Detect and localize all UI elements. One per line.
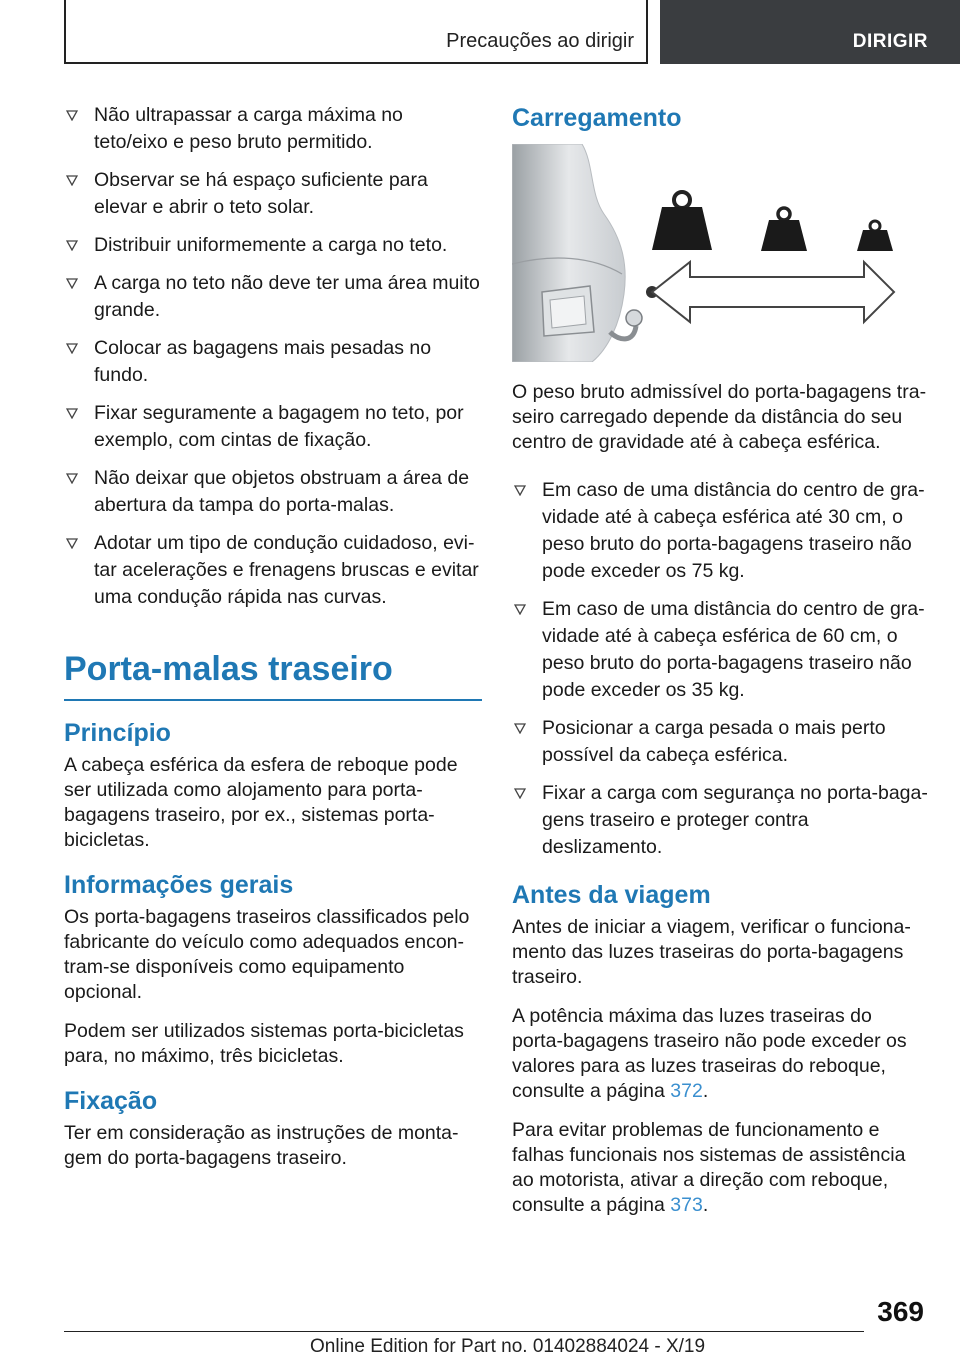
carregamento-paragraph: O peso bruto admissível do porta-bagagens traseiro carregado depende da distância do seu centro de gravidade até à cabeça esférica. — [512, 381, 927, 453]
antes-paragraph-2-text: A potência máxima das luzes traseiras do porta-bagagens traseiro não pode exceder os valores para as luzes traseiras do reboque, consulte a página — [512, 1005, 907, 1102]
load-rules-list — [512, 477, 928, 861]
list-item — [512, 596, 928, 704]
triangle-bullet-icon — [66, 530, 80, 557]
triangle-bullet-icon — [514, 780, 528, 807]
page-link-372[interactable]: 372 — [670, 1080, 703, 1102]
antes-paragraph-1: Antes de iniciar a viagem, verificar o funcionamento das luzes traseiras do porta-bagagens traseiro. — [512, 916, 911, 988]
list-item — [512, 780, 928, 861]
triangle-bullet-icon — [514, 596, 528, 623]
triangle-bullet-icon — [66, 270, 80, 297]
heading-divider — [64, 699, 482, 701]
precautions-list — [64, 102, 482, 611]
list-item — [64, 232, 482, 259]
list-item-text: Em caso de uma distância do centro de gravidade até à cabeça esférica até 30 cm, o peso bruto do porta-bagagens traseiro não pode exceder os 75 kg. — [542, 479, 925, 582]
list-item — [64, 530, 482, 611]
weight-medium-icon — [761, 208, 807, 251]
list-item — [512, 715, 928, 769]
fixacao-paragraph: Ter em consideração as instruções de montagem do porta-bagagens traseiro. — [64, 1122, 459, 1169]
left-column — [64, 102, 482, 1185]
list-item-text: Fixar seguramente a bagagem no teto, por exemplo, com cintas de fixação. — [94, 402, 464, 451]
weight-large-icon — [652, 192, 712, 250]
principio-paragraph: A cabeça esférica da esfera de reboque pode ser utilizada como alojamento para porta-bagagens traseiro, por ex., sistemas porta-bicicletas. — [64, 754, 458, 851]
tow-ball-load-diagram — [512, 144, 896, 362]
triangle-bullet-icon — [66, 465, 80, 492]
list-item-text: Colocar as bagagens mais pesadas no fundo. — [94, 337, 432, 386]
antes-paragraph-2-end: . — [702, 1080, 709, 1102]
info-paragraph-2: Podem ser utilizados sistemas porta-bicicletas para, no máximo, três bicicletas. — [64, 1020, 464, 1067]
list-item-text: Distribuir uniformemente a carga no teto. — [94, 234, 448, 256]
list-item-text: Observar se há espaço suficiente para elevar e abrir o teto solar. — [94, 169, 428, 218]
triangle-bullet-icon — [514, 715, 528, 742]
header-section-tab — [660, 0, 960, 64]
triangle-bullet-icon — [66, 400, 80, 427]
heading-fixacao: Fixação — [64, 1087, 158, 1115]
weight-small-icon — [857, 221, 893, 251]
heading-carregamento: Carregamento — [512, 104, 682, 132]
triangle-bullet-icon — [514, 477, 528, 504]
heading-informacoes-gerais: Informações gerais — [64, 871, 294, 899]
page-link-373[interactable]: 373 — [670, 1194, 703, 1216]
list-item — [64, 270, 482, 324]
chapter-title: Precauções ao dirigir — [446, 30, 634, 52]
list-item-text: Não ultrapassar a carga máxima no teto/eixo e peso bruto permitido. — [94, 104, 403, 153]
list-item-text: Adotar um tipo de condução cuidadoso, evitar acelerações e frenagens bruscas e evitar uma condução rápida nas curvas. — [94, 532, 479, 608]
antes-paragraph-3-end: . — [702, 1194, 709, 1216]
list-item — [64, 335, 482, 389]
triangle-bullet-icon — [66, 102, 80, 129]
triangle-bullet-icon — [66, 232, 80, 259]
right-column — [512, 102, 928, 1232]
list-item — [64, 167, 482, 221]
triangle-bullet-icon — [66, 335, 80, 362]
heading-principio: Princípio — [64, 719, 171, 747]
list-item-text: Fixar a carga com segurança no porta-bagagens traseiro e proteger contra deslizamento. — [542, 782, 928, 858]
footer-edition-text: Online Edition for Part no. 01402884024 - X/19 — [310, 1336, 706, 1357]
load-distance-illustration — [512, 144, 896, 362]
antes-paragraph-3 — [512, 1118, 928, 1218]
list-item — [64, 400, 482, 454]
antes-paragraph-3-text: Para evitar problemas de funcionamento e falhas funcionais nos sistemas de assistência ao motorista, ativar a direção com reboque, consulte a página — [512, 1119, 906, 1216]
info-paragraph-1: Os porta-bagagens traseiros classificados pelo fabricante do veículo como adequados encontram-se disponíveis como equipamento opcional. — [64, 906, 470, 1003]
heading-antes-da-viagem: Antes da viagem — [512, 881, 711, 909]
list-item — [64, 102, 482, 156]
list-item — [64, 465, 482, 519]
list-item-text: A carga no teto não deve ter uma área muito grande. — [94, 272, 480, 321]
page-number: 369 — [877, 1296, 924, 1327]
list-item-text: Em caso de uma distância do centro de gravidade até à cabeça esférica de 60 cm, o peso bruto do porta-bagagens traseiro não pode exceder os 35 kg. — [542, 598, 925, 701]
footer-divider — [64, 1331, 864, 1332]
list-item-text: Não deixar que objetos obstruam a área de abertura da tampa do porta-malas. — [94, 467, 470, 516]
list-item — [512, 477, 928, 585]
antes-paragraph-2 — [512, 1004, 928, 1104]
list-item-text: Posicionar a carga pesada o mais perto possível da cabeça esférica. — [542, 717, 886, 766]
header-chapter-box — [64, 0, 648, 64]
triangle-bullet-icon — [66, 167, 80, 194]
section-label: DIRIGIR — [852, 31, 928, 52]
section-heading-porta-malas: Porta-malas traseiro — [64, 650, 393, 688]
